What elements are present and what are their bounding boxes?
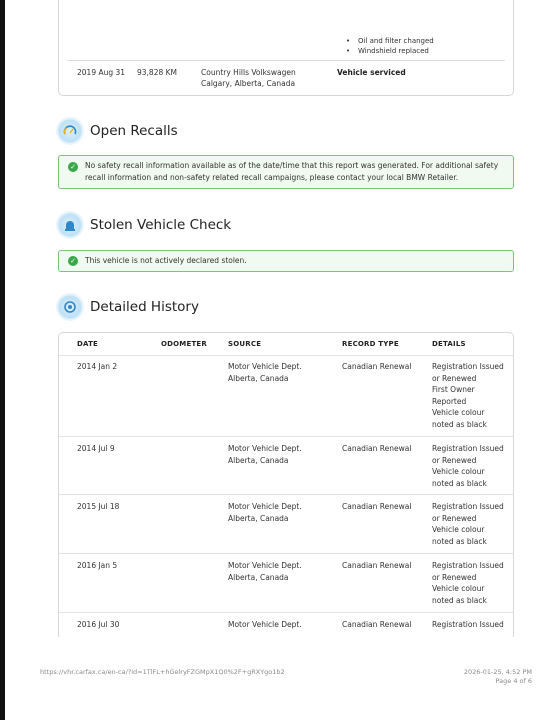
row-record-type: Canadian Renewal — [342, 444, 412, 453]
row-divider — [59, 612, 513, 613]
footer-meta — [464, 668, 532, 686]
row-divider — [59, 494, 513, 495]
report-page — [8, 0, 554, 720]
recall-message: No safety recall information available as of the date/time that this report was generated. For additional safety recall information and non-safety related recall campaigns, please contact your local BMW Retailer. — [85, 161, 499, 182]
recall-gauge-icon — [58, 119, 82, 143]
row-source: Motor Vehicle Dept. Alberta, Canada — [228, 502, 302, 523]
service-details-list — [346, 36, 434, 56]
service-source: Country Hills Volkswagen Calgary, Alberta, Canada — [201, 68, 296, 88]
left-edge-bar — [0, 0, 5, 720]
footer-page-number: Page 4 of 6 — [495, 677, 532, 685]
detailed-history-heading — [58, 295, 199, 319]
row-details: Registration Issued or Renewed Vehicle colour noted as black — [432, 502, 504, 546]
row-date: 2014 Jan 2 — [77, 362, 118, 371]
stolen-status-alert — [58, 250, 514, 272]
service-history-card — [58, 0, 514, 96]
row-divider — [59, 553, 513, 554]
history-table — [58, 332, 514, 637]
row-source: Motor Vehicle Dept. — [228, 620, 302, 629]
service-record-type: Vehicle serviced — [337, 68, 406, 77]
check-circle-icon: ✓ — [68, 256, 78, 266]
row-date: 2015 Jul 18 — [77, 502, 120, 511]
row-details: Registration Issued or Renewed First Owner Reported Vehicle colour noted as black — [432, 362, 504, 429]
siren-icon — [58, 213, 82, 237]
row-details: Registration Issued or Renewed Vehicle colour noted as black — [432, 561, 504, 605]
row-source: Motor Vehicle Dept. Alberta, Canada — [228, 444, 302, 465]
footer-url: https://vhr.carfax.ca/en-ca/?id=1TlFL+hGelryFZGMpX1Q0%2F+gRXYgo1b2 — [40, 668, 285, 676]
row-details: Registration Issued or Renewed Vehicle colour noted as black — [432, 444, 504, 488]
row-record-type: Canadian Renewal — [342, 362, 412, 371]
row-date: 2016 Jan 5 — [77, 561, 118, 570]
row-source: Motor Vehicle Dept. Alberta, Canada — [228, 362, 302, 383]
row-divider — [59, 436, 513, 437]
service-odometer: 93,828 KM — [137, 68, 178, 77]
column-header: DETAILS — [432, 340, 466, 348]
service-detail-item: • Oil and filter changed — [346, 36, 434, 46]
section-title: Open Recalls — [90, 123, 178, 139]
history-magnifier-icon — [58, 295, 82, 319]
row-record-type: Canadian Renewal — [342, 502, 412, 511]
column-header: SOURCE — [228, 340, 262, 348]
section-title: Stolen Vehicle Check — [90, 217, 232, 233]
row-details: Registration Issued — [432, 620, 504, 629]
column-header: DATE — [77, 340, 99, 348]
row-source: Motor Vehicle Dept. Alberta, Canada — [228, 561, 302, 582]
header-divider — [59, 355, 513, 356]
check-circle-icon: ✓ — [68, 162, 78, 172]
column-header: RECORD TYPE — [342, 340, 399, 348]
service-detail-item: • Windshield replaced — [346, 46, 434, 56]
row-date: 2016 Jul 30 — [77, 620, 120, 629]
footer-timestamp: 2026-01-25, 4:52 PM — [463, 668, 532, 676]
section-title: Detailed History — [90, 299, 199, 315]
row-record-type: Canadian Renewal — [342, 620, 412, 629]
service-date: 2019 Aug 31 — [77, 68, 126, 77]
stolen-vehicle-heading — [58, 213, 231, 237]
row-date: 2014 Jul 9 — [77, 444, 115, 453]
open-recalls-heading — [58, 119, 178, 143]
stolen-message: This vehicle is not actively declared stolen. — [85, 256, 247, 265]
column-header: ODOMETER — [161, 340, 208, 348]
row-divider — [67, 60, 505, 61]
row-record-type: Canadian Renewal — [342, 561, 412, 570]
recall-info-alert — [58, 155, 514, 189]
